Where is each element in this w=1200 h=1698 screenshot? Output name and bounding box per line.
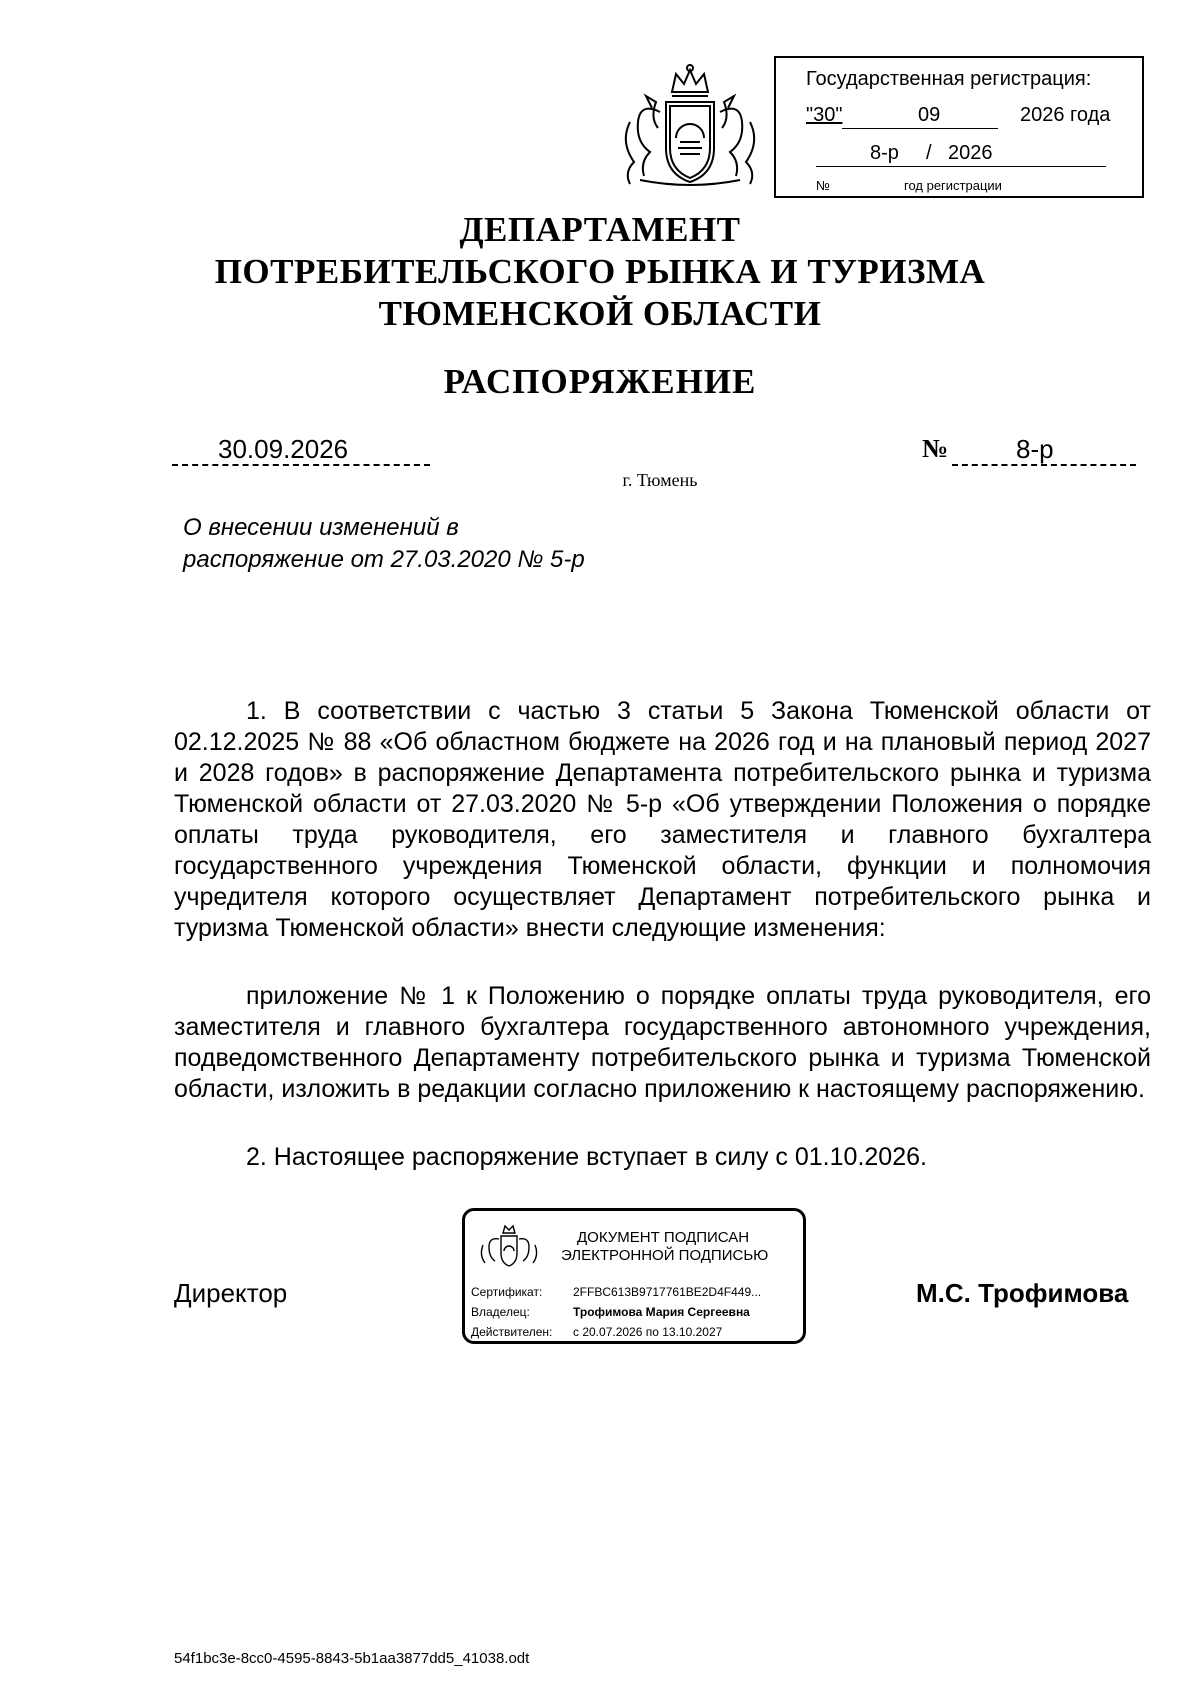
registration-year-label: год регистрации bbox=[904, 178, 1002, 193]
esign-cert-label: Сертификат: bbox=[471, 1285, 543, 1299]
document-subject: О внесении изменений в распоряжение от 27.03.2020 № 5-р bbox=[183, 514, 585, 573]
body-paragraph-2: приложение № 1 к Положению о порядке оплаты труда руководителя, его заместителя и главного бухгалтера государственного автономного учреждения, подведомственного Департаменту потребительского рынка и туризма Тюменской области, изложить в редакции согласно приложению к настоящему распоряжению. bbox=[174, 982, 1151, 1103]
coat-of-arms-small-icon bbox=[477, 1223, 541, 1269]
esign-cert-value: 2FFBC613B9717761BE2D4F449... bbox=[573, 1285, 762, 1299]
department-title-line3: ТЮМЕНСКОЙ ОБЛАСТИ bbox=[378, 294, 822, 333]
signatory-role: Директор bbox=[174, 1278, 288, 1308]
registration-number: 8-р bbox=[870, 142, 899, 164]
registration-slash: / bbox=[926, 142, 932, 164]
number-underline bbox=[952, 464, 1136, 466]
electronic-signature-stamp bbox=[462, 1208, 806, 1344]
date-underline bbox=[172, 464, 430, 466]
number-sign: № bbox=[922, 434, 949, 463]
esign-title-line1: ДОКУМЕНТ ПОДПИСАН bbox=[577, 1229, 750, 1246]
signatory-name: М.С. Трофимова bbox=[916, 1278, 1129, 1308]
registration-number-line bbox=[816, 166, 1106, 167]
department-title-line1: ДЕПАРТАМЕНТ bbox=[459, 210, 741, 249]
esign-title-line2: ЭЛЕКТРОННОЙ ПОДПИСЬЮ bbox=[561, 1247, 769, 1264]
body-paragraph-3: 2. Настоящее распоряжение вступает в силу с 01.10.2026. bbox=[246, 1143, 927, 1171]
document-number: 8-р bbox=[1016, 434, 1054, 464]
registration-reg-year: 2026 bbox=[948, 142, 993, 164]
esign-valid-label: Действителен: bbox=[471, 1325, 553, 1339]
document-date: 30.09.2026 bbox=[218, 434, 349, 464]
esign-owner-value: Трофимова Мария Сергеевна bbox=[573, 1305, 750, 1319]
body-paragraph-1: 1. В соответствии с частью 3 статьи 5 Закона Тюменской области от 02.12.2025 № 88 «Об областном бюджете на 2026 год и на плановый период 2027 и 2028 годов» в распоряжение Департамента потребительского рынка и туризма Тюменской области от 27.03.2020 № 5-р «Об утверждении Положения о порядке оплаты труда руководителя, его заместителя и главного бухгалтера государственного учреждения Тюменской области, функции и полномочия учредителя которого осуществляет Департамент потребительского рынка и туризма Тюменской области» внести следующие изменения: bbox=[174, 697, 1151, 942]
registration-number-label: № bbox=[816, 178, 830, 193]
registration-title: Государственная регистрация: bbox=[806, 68, 1092, 90]
order-title: РАСПОРЯЖЕНИЕ bbox=[443, 362, 757, 401]
registration-month: 09 bbox=[918, 104, 941, 126]
registration-number-row bbox=[816, 142, 1116, 168]
esign-owner-label: Владелец: bbox=[471, 1305, 530, 1319]
registration-year: 2026 года bbox=[1020, 104, 1111, 126]
department-title-line2: ПОТРЕБИТЕЛЬСКОГО РЫНКА И ТУРИЗМА bbox=[214, 252, 986, 291]
document-city: г. Тюмень bbox=[622, 470, 698, 490]
coat-of-arms-emblem bbox=[600, 62, 780, 190]
registration-day: "30" bbox=[806, 104, 843, 126]
registration-stamp bbox=[774, 56, 1144, 198]
registration-date-row bbox=[806, 104, 1116, 130]
esign-valid-value: с 20.07.2026 по 13.10.2027 bbox=[573, 1325, 723, 1339]
document-number-field bbox=[952, 434, 1136, 468]
document-date-field bbox=[172, 434, 430, 468]
footer-filename: 54f1bc3e-8cc0-4595-8843-5b1aa3877dd5_41038.odt bbox=[174, 1650, 530, 1667]
